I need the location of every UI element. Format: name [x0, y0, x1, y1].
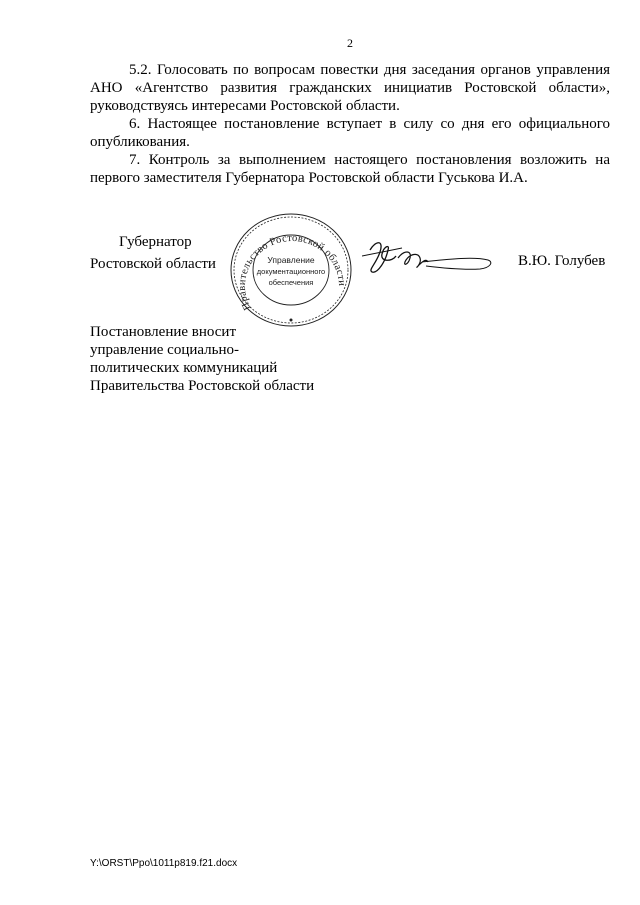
page-number: 2: [347, 36, 353, 50]
official-seal: [229, 212, 353, 329]
position-line-1: Губернатор: [119, 234, 192, 250]
seal-center-line-3: обеспечения: [268, 278, 314, 287]
paragraph-5-2: 5.2. Голосовать по вопросам повестки дня заседания органов управления АНО «Агентство развития гражданских инициатив Ростовской области», руководствуясь интересами Ростовской области.: [90, 62, 610, 114]
handwritten-signature: [362, 236, 494, 280]
file-path-footer: Y:\ORST\Ppo\1011p819.f21.docx: [90, 858, 238, 869]
signatory-position: [90, 231, 216, 275]
introduced-line-4: Правительства Ростовской области: [90, 378, 315, 394]
paragraph-6: 6. Настоящее постановление вступает в силу со дня его официального опубликования.: [90, 116, 610, 150]
paragraph-7: 7. Контроль за выполнением настоящего постановления возложить на первого заместителя Губернатора Ростовской области Гуськова И.А.: [90, 152, 610, 186]
position-line-2: Ростовской области: [90, 256, 216, 272]
introduced-line-2: управление социально-: [90, 342, 240, 358]
introduced-by-note: [90, 323, 314, 395]
signatory-name: В.Ю. Голубев: [518, 253, 606, 269]
introduced-line-3: политических коммуникаций: [90, 360, 278, 376]
introduced-line-1: Постановление вносит: [90, 324, 237, 340]
seal-ring-text: Правительство Ростовской области: [236, 232, 348, 312]
seal-center-line-2: документационного: [256, 267, 326, 276]
seal-center-line-1: Управление: [267, 255, 315, 265]
